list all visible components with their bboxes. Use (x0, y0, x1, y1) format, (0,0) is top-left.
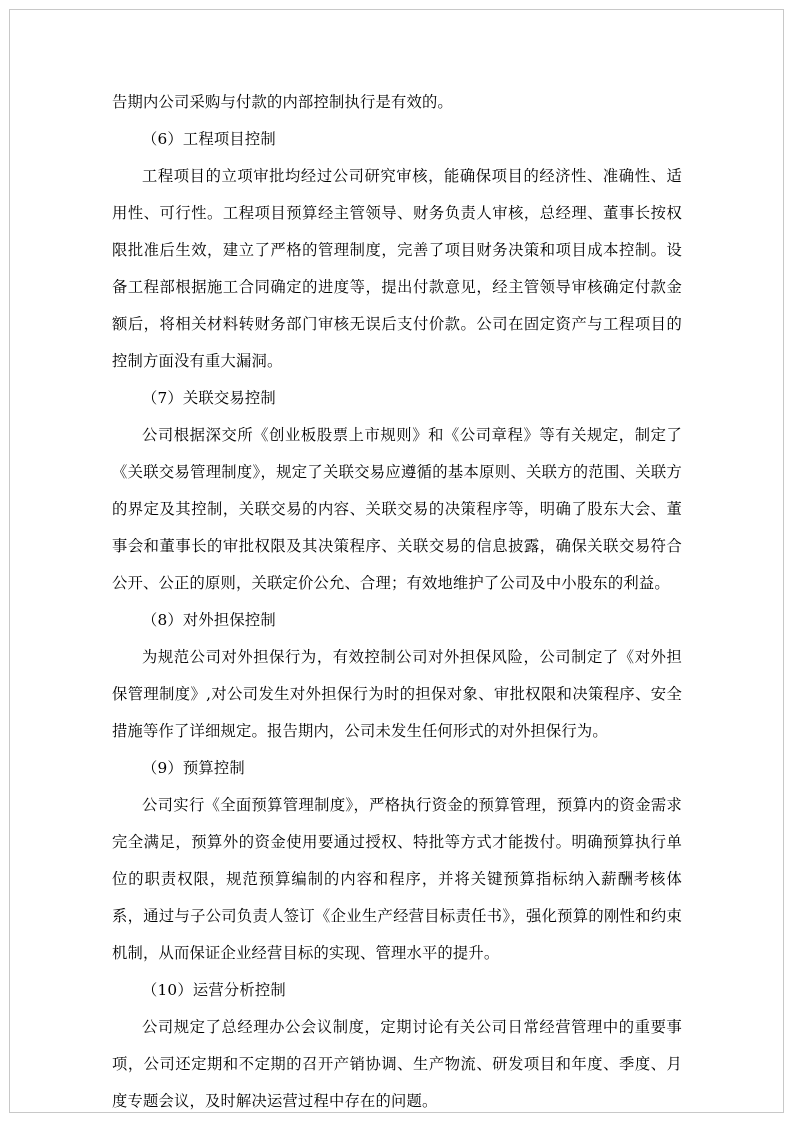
paragraph-continued-text: 告期内公司采购与付款的内部控制执行是有效的。 (112, 93, 453, 111)
paragraph-section-6-body: 工程项目的立项审批均经过公司研究审核，能确保项目的经济性、准确性、适用性、可行性。工程项目预算经主管领导、财务负责人审核，总经理、董事长按权限批准后生效，建立了严格的管理制度，完善了项目财务决策和项目成本控制。设备工程部根据施工合同确定的进度等，提出付款意见，经主管领导审核确定付款金额后，将相关材料转财务部门审核无误后支付价款。公司在固定资产与工程项目的控制方面没有重大漏洞。 (112, 167, 682, 370)
section-heading-7: （7）关联交易控制 (142, 389, 276, 407)
page-content (112, 84, 682, 1120)
section-heading-10: （10）运营分析控制 (142, 981, 286, 999)
paragraph-section-7-body: 公司根据深交所《创业板股票上市规则》和《公司章程》等有关规定，制定了《关联交易管理制度》，规定了关联交易应遵循的基本原则、关联方的范围、关联方的界定及其控制，关联交易的内容、关联交易的决策程序等，明确了股东大会、董事会和董事长的审批权限及其决策程序、关联交易的信息披露，确保关联交易符合公开、公正的原则，关联定价公允、合理；有效地维护了公司及中小股东的利益。 (112, 426, 682, 592)
section-heading-6: （6）工程项目控制 (142, 130, 276, 148)
section-heading-8: （8）对外担保控制 (142, 611, 276, 629)
section-heading-9: （9）预算控制 (142, 759, 245, 777)
paragraph-section-8-body: 为规范公司对外担保行为，有效控制公司对外担保风险，公司制定了《对外担保管理制度》,对公司发生对外担保行为时的担保对象、审批权限和决策程序、安全措施等作了详细规定。报告期内，公司未发生任何形式的对外担保行为。 (112, 648, 682, 740)
paragraph-section-10-body: 公司规定了总经理办公会议制度，定期讨论有关公司日常经营管理中的重要事项，公司还定期和不定期的召开产销协调、生产物流、研发项目和年度、季度、月度专题会议，及时解决运营过程中存在的问题。 (112, 1018, 682, 1110)
paragraph-section-9-body: 公司实行《全面预算管理制度》，严格执行资金的预算管理，预算内的资金需求完全满足，预算外的资金使用要通过授权、特批等方式才能拨付。明确预算执行单位的职责权限，规范预算编制的内容和程序，并将关键预算指标纳入薪酬考核体系，通过与子公司负责人签订《企业生产经营目标责任书》，强化预算的刚性和约束机制，从而保证企业经营目标的实现、管理水平的提升。 (112, 796, 682, 962)
